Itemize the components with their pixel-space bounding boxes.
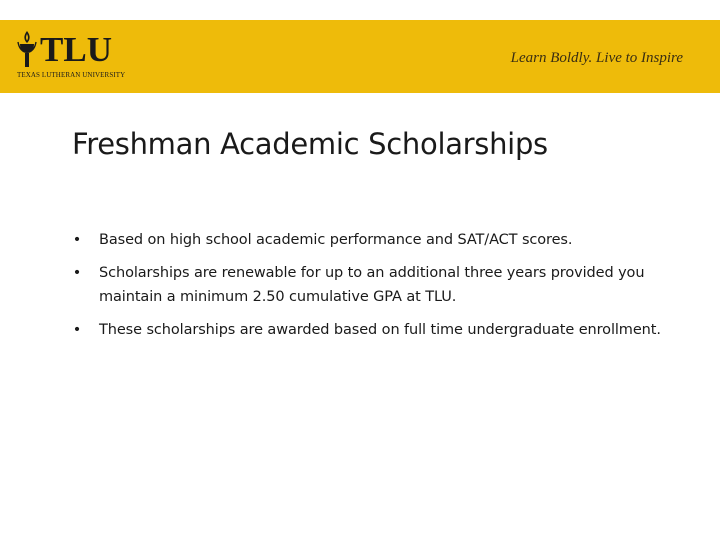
bullet-marker: •: [72, 265, 82, 281]
bullet-marker: •: [72, 232, 82, 248]
logo-subtext: TEXAS LUTHERAN UNIVERSITY: [17, 71, 126, 79]
logo-wordmark: TLU: [40, 30, 112, 69]
bullet-text: Scholarships are renewable for up to an additional three years provided you maintain a minimum 2.50 cumulative GPA at TLU.: [99, 265, 645, 305]
bullet-item: [72, 261, 662, 309]
slide-title: Freshman Academic Scholarships: [72, 127, 548, 161]
tagline: Learn Boldly. Live to Inspire: [510, 50, 683, 66]
bullet-marker: •: [72, 322, 82, 338]
bullet-list: [72, 228, 662, 351]
header-banner: [0, 20, 720, 93]
tlu-logo: [16, 30, 131, 82]
bullet-item: [72, 318, 662, 342]
torch-icon: [16, 30, 38, 68]
bullet-text: These scholarships are awarded based on full time undergraduate enrollment.: [99, 322, 661, 338]
bullet-text: Based on high school academic performance and SAT/ACT scores.: [99, 232, 573, 248]
bullet-item: [72, 228, 662, 252]
